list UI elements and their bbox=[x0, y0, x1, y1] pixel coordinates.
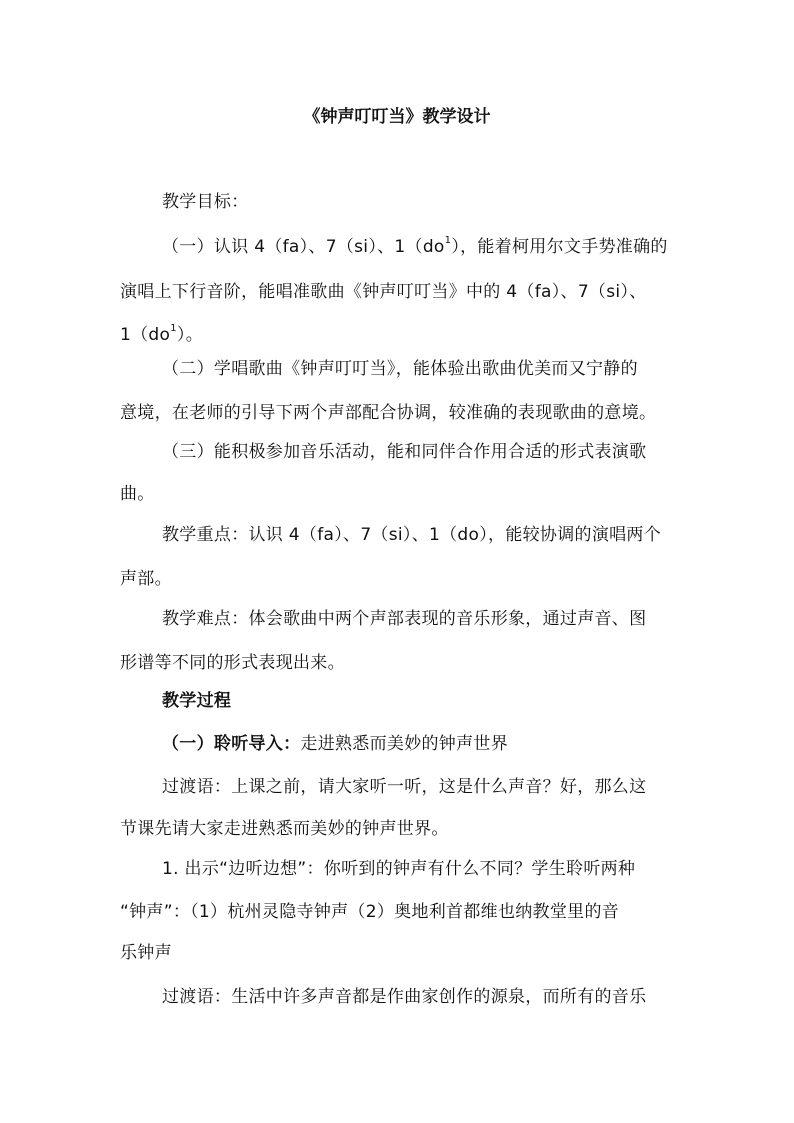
key-point-line-1: 教学重点：认识 4（fa）、7（si）、1（do），能较协调的演唱两个 bbox=[162, 525, 662, 545]
objective-3-line-1: （三）能积极参加音乐活动，能和同伴合作用合适的形式表演歌 bbox=[162, 442, 647, 462]
section-1-text: 走进熟悉而美妙的钟声世界 bbox=[300, 734, 509, 754]
transition-1-line-1: 过渡语：上课之前，请大家听一听，这是什么声音？好，那么这 bbox=[162, 777, 647, 797]
objective-1-text-b: ），能着柯用尔文手势准确的 bbox=[451, 237, 668, 257]
objectives-heading: 教学目标： bbox=[162, 192, 249, 212]
difficulty-line-1: 教学难点：体会歌曲中两个声部表现的音乐形象，通过声音、图 bbox=[162, 609, 647, 629]
difficulty-line-2: 形谱等不同的形式表现出来。 bbox=[120, 653, 345, 673]
objective-2-line-1: （二）学唱歌曲《钟声叮叮当》，能体验出歌曲优美而又宁静的 bbox=[162, 359, 638, 379]
transition-2-line-1: 过渡语：生活中许多声音都是作曲家创作的源泉，而所有的音乐 bbox=[162, 987, 647, 1007]
transition-1-line-2: 节课先请大家走进熟悉而美妙的钟声世界。 bbox=[120, 819, 449, 839]
superscript: 1 bbox=[444, 235, 452, 247]
item-1-line-2: “钟声”：（1）杭州灵隐寺钟声（2）奥地利首都维也纳教堂里的音 bbox=[120, 902, 620, 922]
item-1-line-1: 1. 出示“边听边想”：你听到的钟声有什么不同？学生聆听两种 bbox=[162, 859, 636, 879]
objective-1-line-3 bbox=[120, 322, 203, 348]
objective-1-line-1 bbox=[162, 234, 668, 260]
objective-1-line-3-a: 1（do bbox=[120, 325, 171, 345]
objective-1-line-2: 演唱上下行音阶，能唱准歌曲《钟声叮叮当》中的 4（fa）、7（si）、 bbox=[120, 282, 647, 302]
key-point-line-2: 声部。 bbox=[120, 569, 172, 589]
process-heading: 教学过程 bbox=[162, 691, 232, 711]
section-1-label: （一）聆听导入： bbox=[162, 734, 301, 754]
superscript: 1 bbox=[170, 323, 177, 335]
item-1-line-3: 乐钟声 bbox=[120, 943, 172, 963]
objective-2-line-2: 意境，在老师的引导下两个声部配合协调，较准确的表现歌曲的意境。 bbox=[120, 403, 657, 423]
objective-3-line-2: 曲。 bbox=[120, 484, 155, 504]
document-title: 《钟声叮叮当》教学设计 bbox=[303, 107, 491, 127]
section-1-heading bbox=[162, 731, 508, 757]
objective-1-text-a: （一）认识 4（fa）、7（si）、1（do bbox=[162, 237, 445, 257]
objective-1-line-3-b: ）。 bbox=[176, 325, 203, 345]
